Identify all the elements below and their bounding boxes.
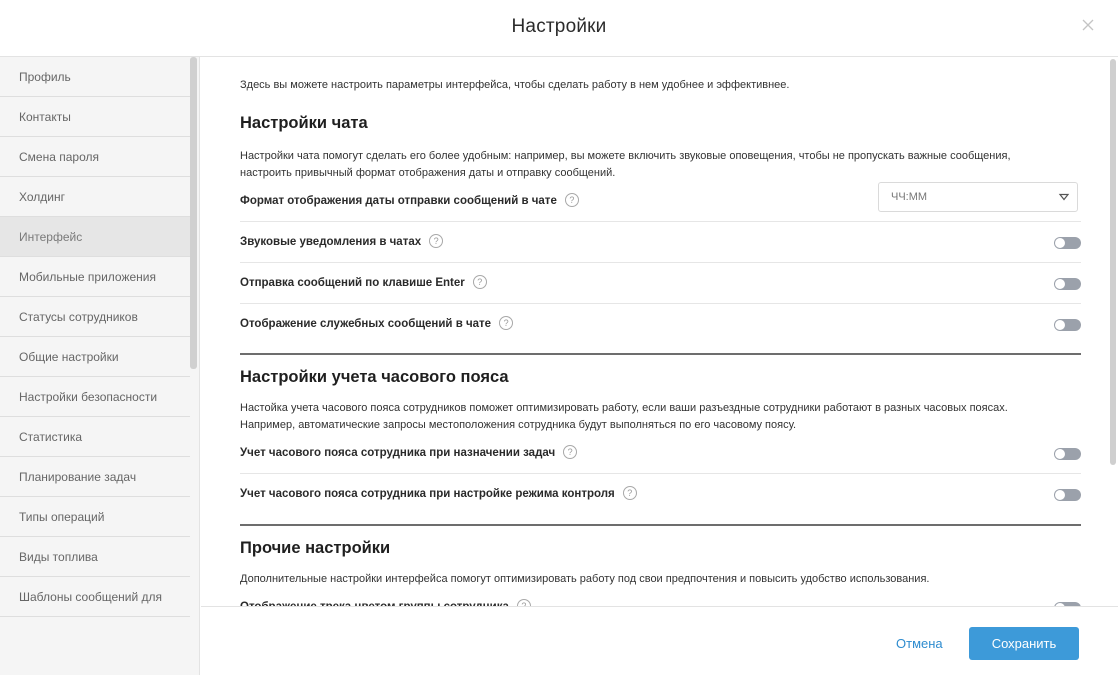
other-section-description: Дополнительные настройки интерфейса помогут оптимизировать работу под свои предпочтения и повысить удобство использования. xyxy=(240,573,930,585)
toggle-knob xyxy=(1055,490,1065,500)
date-format-label: Формат отображения даты отправки сообщений в чате ? xyxy=(240,194,579,208)
timezone-control-row xyxy=(240,474,1081,515)
timezone-tasks-row xyxy=(240,433,1081,474)
sidebar-item-fuel-types[interactable]: Виды топлива xyxy=(0,537,190,577)
enter-send-toggle[interactable] xyxy=(1054,278,1081,290)
service-messages-row xyxy=(240,304,1081,345)
help-icon[interactable]: ? xyxy=(623,486,637,500)
sidebar-item-task-planning[interactable]: Планирование задач xyxy=(0,457,190,497)
content-scrollbar[interactable] xyxy=(1110,59,1116,465)
sidebar-item-operation-types[interactable]: Типы операций xyxy=(0,497,190,537)
timezone-control-label: Учет часового пояса сотрудника при настройке режима контроля ? xyxy=(240,487,637,501)
help-icon[interactable]: ? xyxy=(499,316,513,330)
sidebar-item-message-templates[interactable]: Шаблоны сообщений для xyxy=(0,577,190,617)
sidebar-item-holding[interactable]: Холдинг xyxy=(0,177,190,217)
timezone-section-description: Настойка учета часового пояса сотрудников поможет оптимизировать работу, если ваши разъездные сотрудники работают в разных часовых поясах. Например, автоматические запросы местоположения сотрудника будут выполняться по его часовому поясу. xyxy=(240,402,1008,431)
sidebar-item-contacts[interactable]: Контакты xyxy=(0,97,190,137)
timezone-control-toggle[interactable] xyxy=(1054,489,1081,501)
enter-send-row xyxy=(240,263,1081,304)
sidebar-item-interface[interactable]: Интерфейс xyxy=(0,217,190,257)
sidebar-item-statistics[interactable]: Статистика xyxy=(0,417,190,457)
modal-title: Настройки xyxy=(511,16,607,37)
modal-header xyxy=(0,0,1118,57)
section-divider xyxy=(240,524,1081,526)
timezone-section-title: Настройки учета часового пояса xyxy=(240,368,509,386)
sidebar-item-employee-statuses[interactable]: Статусы сотрудников xyxy=(0,297,190,337)
date-format-row xyxy=(240,181,1081,222)
section-divider xyxy=(240,353,1081,355)
settings-sidebar xyxy=(0,57,200,675)
sound-notifications-label: Звуковые уведомления в чатах ? xyxy=(240,235,443,249)
settings-content xyxy=(201,57,1118,606)
toggle-knob xyxy=(1055,449,1065,459)
sidebar-item-general-settings[interactable]: Общие настройки xyxy=(0,337,190,377)
help-icon[interactable]: ? xyxy=(473,275,487,289)
help-icon[interactable]: ? xyxy=(563,445,577,459)
chat-section-title: Настройки чата xyxy=(240,114,368,132)
timezone-tasks-label: Учет часового пояса сотрудника при назначении задач ? xyxy=(240,446,577,460)
sound-notifications-toggle[interactable] xyxy=(1054,237,1081,249)
chat-section-description: Настройки чата помогут сделать его более удобным: например, вы можете включить звуковые оповещения, чтобы не пропускать важные сообщения, настроить привычный формат отображения даты и отправку сообщений. xyxy=(240,150,1011,179)
date-format-value: ЧЧ:ММ xyxy=(891,191,928,203)
other-section-title: Прочие настройки xyxy=(240,539,391,557)
sidebar-item-mobile-apps[interactable]: Мобильные приложения xyxy=(0,257,190,297)
modal-footer xyxy=(201,606,1118,675)
toggle-knob xyxy=(1055,279,1065,289)
service-messages-label: Отображение служебных сообщений в чате ? xyxy=(240,317,513,331)
sidebar-item-security-settings[interactable]: Настройки безопасности xyxy=(0,377,190,417)
toggle-knob xyxy=(1055,238,1065,248)
intro-text: Здесь вы можете настроить параметры интерфейса, чтобы сделать работу в нем удобнее и эффективнее. xyxy=(240,79,790,91)
service-messages-toggle[interactable] xyxy=(1054,319,1081,331)
sidebar-item-profile[interactable]: Профиль xyxy=(0,57,190,97)
timezone-tasks-toggle[interactable] xyxy=(1054,448,1081,460)
chevron-down-icon xyxy=(1059,193,1069,201)
close-icon[interactable] xyxy=(1080,17,1096,33)
save-button[interactable]: Сохранить xyxy=(969,627,1079,660)
help-icon[interactable]: ? xyxy=(565,193,579,207)
cancel-button[interactable]: Отмена xyxy=(896,636,943,651)
help-icon[interactable]: ? xyxy=(429,234,443,248)
sidebar-scrollbar[interactable] xyxy=(190,57,197,369)
enter-send-label: Отправка сообщений по клавише Enter ? xyxy=(240,276,487,290)
toggle-knob xyxy=(1055,320,1065,330)
sound-notifications-row xyxy=(240,222,1081,263)
sidebar-item-password-change[interactable]: Смена пароля xyxy=(0,137,190,177)
date-format-select[interactable] xyxy=(878,182,1078,212)
